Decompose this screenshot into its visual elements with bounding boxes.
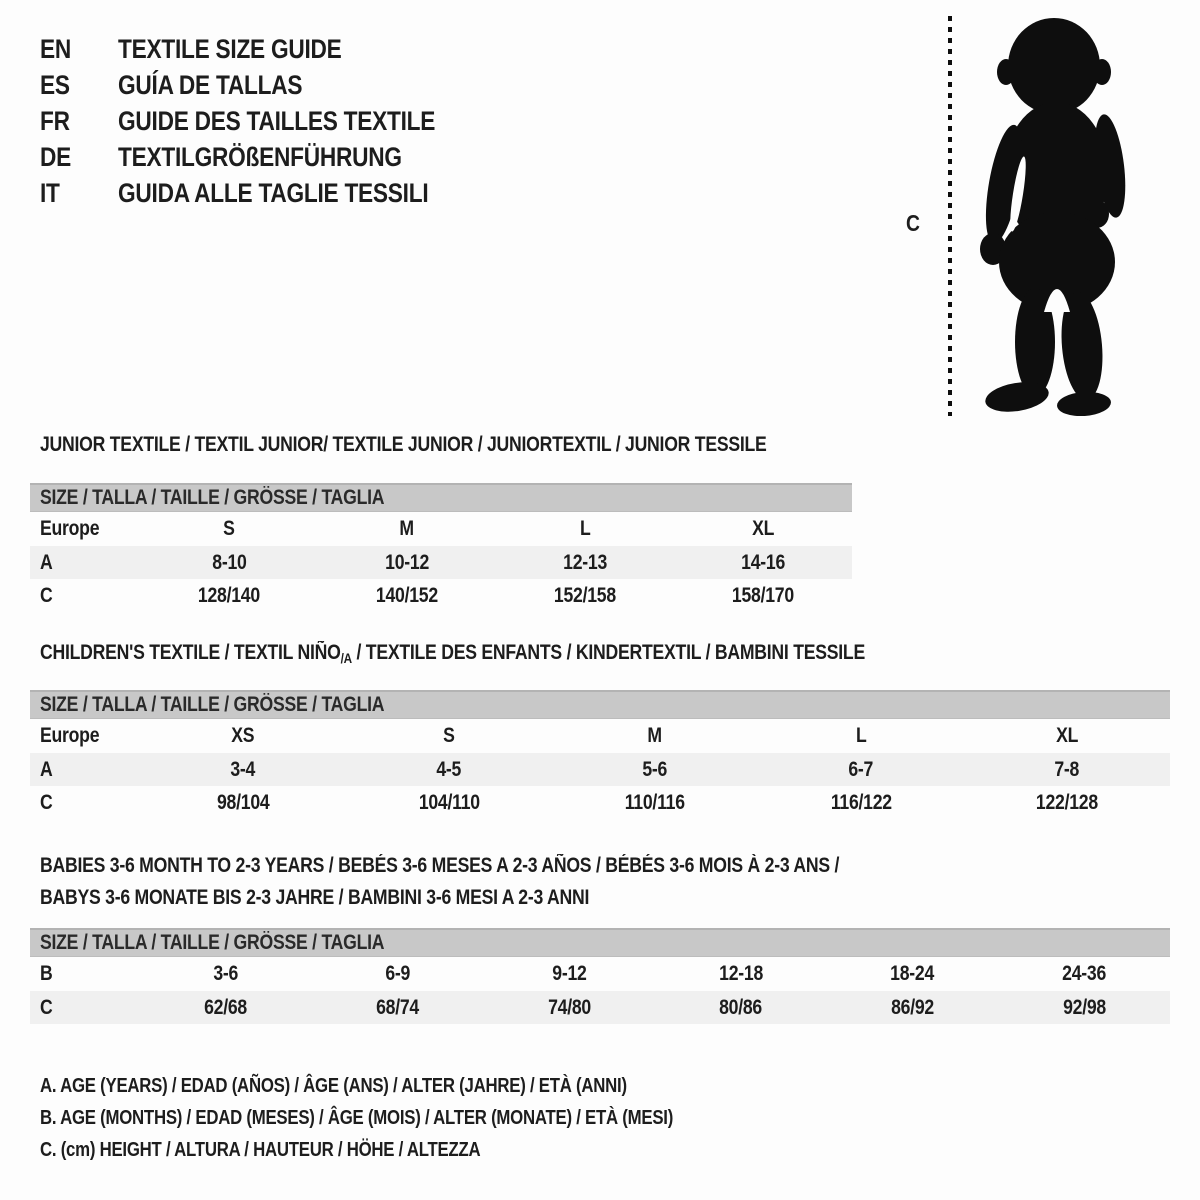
- legend-line-a: A. AGE (YEARS) / EDAD (AÑOS) / ÂGE (ANS) / ALTER (JAHRE) / ETÀ (ANNI): [40, 1074, 627, 1097]
- lang-row-es: [40, 67, 496, 103]
- table-row-age: A 3-4 4-5 5-6 6-7 7-8: [30, 753, 1170, 786]
- table-row-height: C 98/104 104/110 110/116 116/122 122/128: [40, 790, 1099, 814]
- lang-label: TEXTILE SIZE GUIDE: [118, 33, 342, 64]
- legend-line-c: C. (cm) HEIGHT / ALTURA / HAUTEUR / HÖHE / ALTEZZA: [40, 1138, 481, 1161]
- lang-row-de: [40, 139, 496, 175]
- lang-label: TEXTILGRÖßENFÜHRUNG: [118, 141, 402, 172]
- babies-size-table: [30, 928, 1170, 1024]
- size-header-bar: SIZE / TALLA / TAILLE / GRÖSSE / TAGLIA: [30, 690, 1170, 719]
- measurement-legend: [40, 1070, 794, 1166]
- toddler-silhouette-icon: [964, 14, 1142, 416]
- lang-row-fr: [40, 103, 496, 139]
- lang-code: EN: [40, 33, 72, 64]
- junior-size-table: [30, 483, 852, 612]
- lang-label: GUIDE DES TAILLES TEXTILE: [118, 105, 436, 136]
- lang-code: IT: [40, 177, 60, 208]
- lang-row-it: [40, 175, 496, 211]
- height-measure-dashed-line: [948, 16, 952, 416]
- table-row-europe: Europe XS S M L XL: [40, 724, 1079, 747]
- lang-code: DE: [40, 141, 72, 172]
- children-size-table: [30, 690, 1170, 819]
- table-row-height: C 62/68 68/74 74/80 80/86 86/92 92/98: [30, 991, 1170, 1024]
- table-row-age: A 8-10 10-12 12-13 14-16: [30, 546, 852, 579]
- lang-label: GUIDA ALLE TAGLIE TESSILI: [118, 177, 429, 208]
- language-guide-list: [40, 31, 496, 211]
- table-row-europe: Europe S M L XL: [40, 517, 775, 540]
- size-header-bar: SIZE / TALLA / TAILLE / GRÖSSE / TAGLIA: [30, 928, 1170, 957]
- lang-label: GUÍA DE TALLAS: [118, 69, 303, 100]
- legend-line-b: B. AGE (MONTHS) / EDAD (MESES) / ÂGE (MOIS) / ALTER (MONATE) / ETÀ (MESI): [40, 1106, 674, 1129]
- lang-row-en: [40, 31, 496, 67]
- junior-section-title: JUNIOR TEXTILE / TEXTIL JUNIOR/ TEXTILE JUNIOR / JUNIORTEXTIL / JUNIOR TESSILE: [40, 433, 767, 456]
- size-header-bar: SIZE / TALLA / TAILLE / GRÖSSE / TAGLIA: [30, 483, 852, 512]
- children-section-title: CHILDREN'S TEXTILE / TEXTIL $NIÑO_{/A}$ / TEXTILE DES ENFANTS / KINDERTEXTIL / BAMBINI TESSILE: [40, 641, 865, 666]
- table-row-height: C 128/140 140/152 152/158 158/170: [40, 583, 795, 607]
- height-measure-label: C: [906, 210, 920, 236]
- table-row-age-months: B 3-6 6-9 9-12 12-18 18-24 24-36: [40, 962, 1107, 985]
- nino-a-subscript: /A: [340, 650, 352, 666]
- babies-section-title: BABIES 3-6 MONTH TO 2-3 YEARS / BEBÉS 3-6 MESES A 2-3 AÑOS / BÉBÉS 3-6 MOIS À 2-3 ANS / BABYS 3-6 MONATE BIS 2-3 JAHRE / BAMBINI 3-6 MESI A 2-3 ANNI: [40, 854, 840, 909]
- lang-code: FR: [40, 105, 70, 136]
- lang-code: ES: [40, 69, 70, 100]
